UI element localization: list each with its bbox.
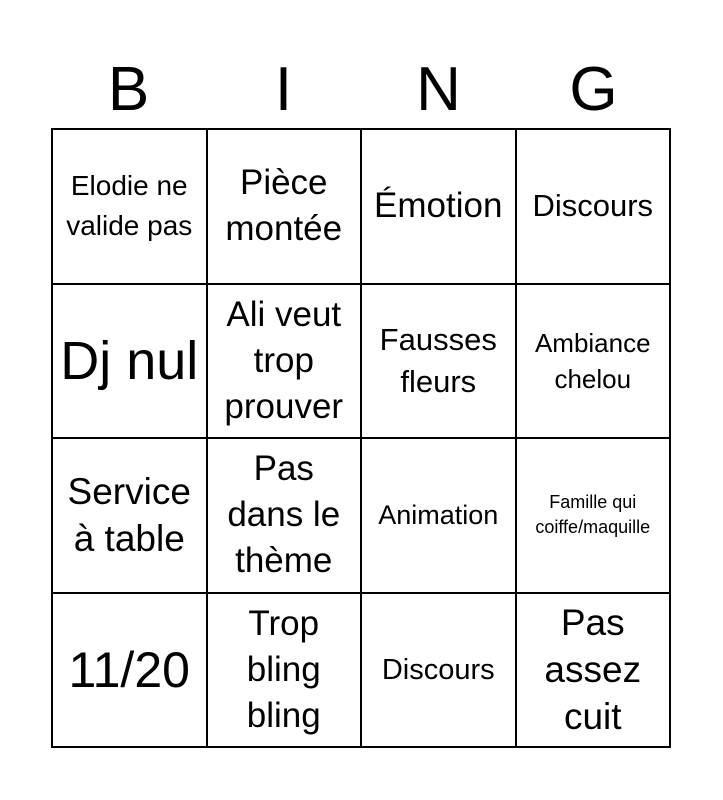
header-letter-n: N (416, 55, 461, 124)
bingo-grid (51, 128, 671, 748)
cell-label: Animation (378, 500, 499, 531)
bingo-cell[interactable] (53, 130, 208, 285)
cell-label: Ali veut trop prouver (224, 294, 344, 426)
cell-label: Ambiance chelou (534, 327, 651, 394)
bingo-cell[interactable] (362, 594, 517, 749)
bingo-cell[interactable] (362, 439, 517, 594)
bingo-cell[interactable] (208, 439, 363, 594)
cell-label: Pas assez cuit (544, 602, 642, 738)
cell-label: Dj nul (60, 330, 199, 391)
cell-label: Service à table (67, 471, 191, 560)
header-letter-b: B (107, 55, 150, 124)
bingo-cell[interactable] (53, 285, 208, 440)
bingo-cell[interactable] (208, 594, 363, 749)
cell-label: Discours (532, 188, 654, 224)
cell-label: Discours (381, 653, 495, 686)
bingo-cell[interactable] (517, 439, 672, 594)
cell-label: Famille qui coiffe/maquille (535, 492, 651, 538)
bingo-cell[interactable] (517, 285, 672, 440)
cell-label: Elodie ne valide pas (66, 170, 193, 242)
bingo-cell[interactable] (517, 130, 672, 285)
cell-label: 11/20 (68, 641, 190, 698)
cell-label: Fausses fleurs (379, 321, 497, 399)
cell-label: Trop bling bling (246, 603, 321, 735)
bingo-cell[interactable] (208, 285, 363, 440)
bingo-cell[interactable] (517, 594, 672, 749)
bingo-cell[interactable] (208, 130, 363, 285)
bingo-cell[interactable] (53, 594, 208, 749)
bingo-cell[interactable] (53, 439, 208, 594)
cell-label: Pièce montée (225, 163, 343, 249)
bingo-header (51, 52, 671, 128)
bingo-cell[interactable] (362, 285, 517, 440)
header-letter-g: G (569, 55, 618, 124)
cell-label: Pas dans le thème (227, 449, 341, 581)
cell-label: Émotion (374, 186, 503, 226)
header-letter-i: I (274, 55, 293, 124)
bingo-cell[interactable] (362, 130, 517, 285)
